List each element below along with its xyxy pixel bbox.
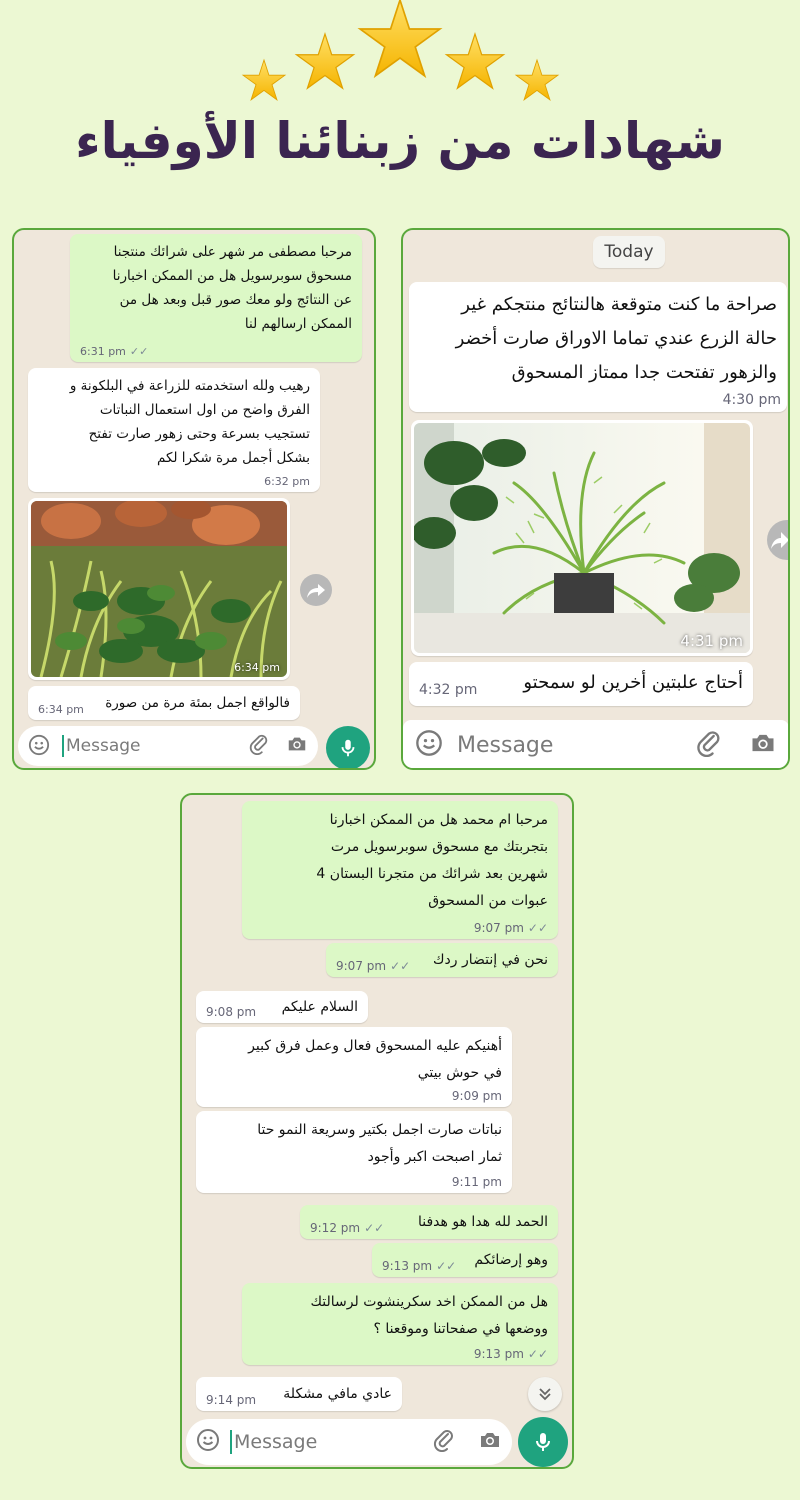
double-check-icon: ✓✓	[129, 345, 149, 358]
fern-photo	[414, 423, 750, 653]
message-meta	[452, 1175, 502, 1189]
message-text: نحن في إنتضار ردك	[432, 952, 548, 968]
message-time: 9:08 pm	[206, 1005, 257, 1019]
message-text: نباتات صارت اجمل بكتير وسريعة النمو حتا ثمار اصبحت اكبر وأجود	[257, 1122, 502, 1165]
message-time: 9:07 pm	[473, 921, 524, 935]
message-bubble-incoming	[409, 662, 753, 706]
message-bubble-outgoing	[70, 234, 362, 362]
message-bubble-incoming	[28, 368, 320, 492]
message-time: 9:07 pm	[336, 959, 387, 973]
paperclip-icon[interactable]	[248, 733, 270, 759]
message-input[interactable]: Message	[457, 732, 554, 758]
rating-stars	[0, 0, 800, 110]
message-meta	[206, 1393, 256, 1407]
message-bubble-outgoing	[242, 801, 558, 939]
message-input[interactable]: Message	[234, 1431, 318, 1453]
forward-icon[interactable]	[767, 520, 790, 560]
message-text: وهو إرضائكم	[474, 1252, 548, 1268]
message-text: مرحبا ام محمد هل من الممكن اخبارنا بتجربتك مع مسحوق سوبرسويل مرت شهرين بعد شرائك من متجرنا البستان 4 عبوات من المسحوق	[316, 812, 548, 909]
photo-time: 6:34 pm	[234, 661, 280, 674]
message-input-bar[interactable]	[186, 1419, 512, 1465]
message-time: 9:13 pm	[473, 1347, 524, 1361]
message-time: 6:32 pm	[264, 475, 310, 488]
date-chip: Today	[593, 236, 665, 268]
message-bubble-outgoing	[300, 1205, 558, 1239]
message-meta	[419, 682, 477, 698]
star-icon	[516, 60, 558, 100]
message-input-bar[interactable]	[403, 720, 789, 770]
mic-icon	[531, 1430, 555, 1454]
star-icon	[296, 34, 353, 88]
message-photo[interactable]	[28, 498, 290, 680]
page-title: شهادات من زبنائنا الأوفياء	[75, 112, 725, 170]
message-bubble-outgoing	[326, 943, 558, 977]
star-icon	[446, 34, 503, 88]
emoji-icon[interactable]	[196, 1428, 220, 1456]
message-text: صراحة ما كنت متوقعة هالنتائج منتجكم غير حالة الزرع عندي تماما الاوراق صارت أخضر والزهور تفتحت جدا ممتاز المسحوق	[455, 294, 777, 383]
message-text: الحمد لله هدا هو هدفنا	[418, 1214, 548, 1230]
message-bubble-outgoing	[372, 1243, 558, 1277]
mic-icon	[337, 737, 359, 759]
message-bubble-incoming	[28, 686, 300, 720]
chat-screenshot-2	[401, 228, 790, 770]
message-text: رهيب ولله استخدمته للزراعة في البلكونة و الفرق واضح من اول استعمال النباتات تستجيب بسرعة وحتى زهور صارت تفتح بشكل أجمل مرة شكرا لكم	[69, 378, 310, 466]
message-time: 4:32 pm	[419, 682, 478, 698]
message-text: عادي مافي مشكلة	[283, 1386, 392, 1402]
text-cursor	[230, 1430, 232, 1454]
message-time: 9:14 pm	[206, 1393, 257, 1407]
double-check-icon: ✓✓	[364, 1221, 385, 1235]
emoji-icon[interactable]	[28, 734, 52, 758]
star-icon	[360, 0, 440, 76]
message-input[interactable]: Message	[66, 736, 141, 756]
message-meta	[474, 1347, 548, 1361]
message-time: 9:13 pm	[382, 1259, 433, 1273]
double-check-icon: ✓✓	[436, 1259, 457, 1273]
message-time: 6:31 pm	[80, 345, 126, 358]
forward-icon[interactable]	[300, 574, 332, 606]
mic-button[interactable]	[326, 726, 370, 770]
chevron-double-down-icon	[537, 1386, 553, 1402]
message-bubble-incoming	[196, 1027, 512, 1107]
message-meta	[382, 1259, 456, 1273]
camera-icon[interactable]	[478, 1428, 502, 1456]
message-text: أحتاج علبتين أخرين لو سمحتو	[523, 672, 743, 693]
text-cursor	[62, 735, 64, 757]
message-meta	[80, 345, 148, 358]
paperclip-icon[interactable]	[695, 729, 723, 761]
double-check-icon: ✓✓	[527, 921, 548, 935]
message-meta	[452, 1089, 502, 1103]
message-time: 6:34 pm	[38, 703, 84, 716]
chat-screenshot-1	[12, 228, 376, 770]
message-photo[interactable]	[411, 420, 753, 656]
star-icon	[243, 60, 285, 100]
message-meta	[723, 392, 781, 408]
double-check-icon: ✓✓	[527, 1347, 548, 1361]
message-time: 4:30 pm	[722, 392, 781, 408]
chat-screenshot-3	[180, 793, 574, 1469]
message-meta	[264, 475, 310, 488]
paperclip-icon[interactable]	[432, 1428, 456, 1456]
plants-photo	[31, 501, 287, 677]
message-meta	[206, 1005, 256, 1019]
message-time: 9:11 pm	[451, 1175, 502, 1189]
message-input-bar[interactable]	[18, 726, 318, 766]
emoji-icon[interactable]	[415, 729, 443, 761]
message-meta	[310, 1221, 384, 1235]
message-text: مرحبا مصطفى مر شهر على شرائك منتجنا مسحوق سوبرسويل هل من الممكن اخبارنا عن النتائج ولو معك صور قبل وبعد هل من الممكن ارسالهم لنا	[112, 244, 352, 332]
message-text: هل من الممكن اخد سكرينشوت لرسالتك ووضعها في صفحاتنا وموقعنا ؟	[310, 1294, 548, 1337]
double-check-icon: ✓✓	[390, 959, 411, 973]
message-bubble-incoming	[196, 991, 368, 1023]
message-bubble-outgoing	[242, 1283, 558, 1365]
message-meta	[474, 921, 548, 935]
message-time: 9:09 pm	[451, 1089, 502, 1103]
scroll-down-button[interactable]	[528, 1377, 562, 1411]
photo-time: 4:31 pm	[680, 632, 743, 650]
camera-icon[interactable]	[749, 729, 777, 761]
message-time: 9:12 pm	[310, 1221, 361, 1235]
mic-button[interactable]	[518, 1417, 568, 1467]
message-bubble-incoming	[196, 1111, 512, 1193]
message-meta	[336, 959, 410, 973]
message-text: السلام عليكم	[281, 999, 358, 1015]
message-bubble-incoming	[409, 282, 787, 412]
message-meta	[38, 703, 84, 716]
camera-icon[interactable]	[286, 733, 308, 759]
message-text: فالواقع اجمل بمئة مرة من صورة	[105, 695, 290, 711]
message-text: أهنيكم عليه المسحوق فعال وعمل فرق كبير في حوش بيتي	[248, 1038, 502, 1081]
message-bubble-incoming	[196, 1377, 402, 1411]
